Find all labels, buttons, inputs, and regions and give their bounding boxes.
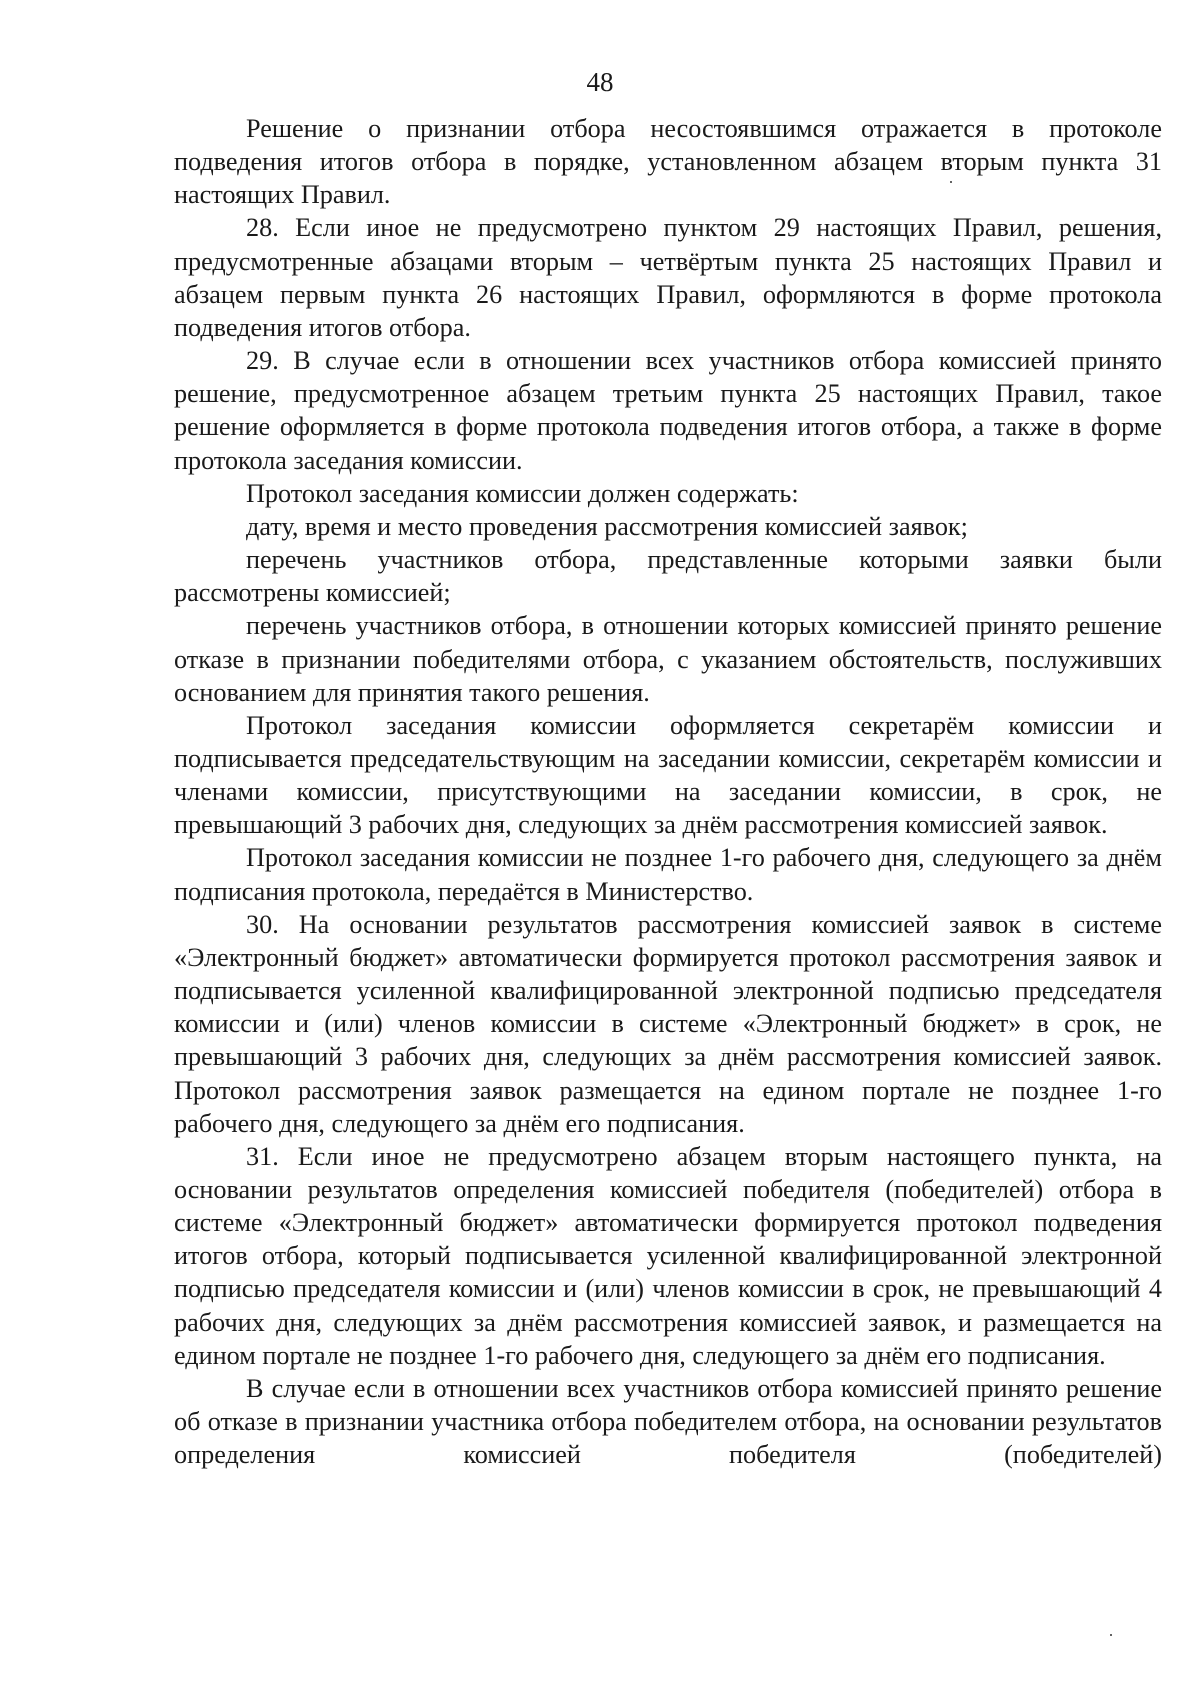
paragraph-protocol-signing: Протокол заседания комиссии оформляется секретарём комиссии и подписывается председательствующим на заседании комиссии, секретарём комиссии и членами комиссии, присутствующими на заседании комиссии, в срок, не превышающий 3 рабочих дня, следующих за днём рассмотрения комиссией заявок. [174,710,1162,840]
paragraph-protocol-transfer: Протокол заседания комиссии не позднее 1-го рабочего дня, следующего за днём подписания протокола, передаётся в Министерство. [174,843,1162,906]
paragraph-decision-failed: Решение о признании отбора несостоявшимся отражается в протоколе подведения итогов отбора в порядке, установленном абзацем вторым пункта 31 настоящих Правил. [174,114,1162,210]
paragraph-participants-list: перечень участников отбора, представленные которыми заявки были рассмотрены комиссией; [174,545,1162,608]
document-body [174,112,1162,1471]
paragraph-all-rejected: В случае если в отношении всех участников отбора комиссией принято решение об отказе в признании участника отбора победителем отбора, на основании результатов определения комиссией победителя (победителей) [174,1373,1162,1470]
paragraph-date-time-place: дату, время и место проведения рассмотрения комиссией заявок; [246,511,968,541]
paragraph-item-29: 29. В случае если в отношении всех участников отбора комиссией принято решение, предусмотренное абзацем третьим пункта 25 настоящих Правил, такое решение оформляется в форме протокола подведения итогов отбора, а также в форме протокола заседания комиссии. [174,346,1162,475]
page-number: 48 [586,67,614,97]
paragraph-item-30: 30. На основании результатов рассмотрения комиссией заявок в системе «Электронный бюджет» автоматически формируется протокол рассмотрения заявок и подписывается усиленной квалифицированной электронной подписью председателя комиссии и (или) членов комиссии в системе «Электронный бюджет» в срок, не превышающий 3 рабочих дня, следующих за днём рассмотрения комиссией заявок. Протокол рассмотрения заявок размещается на едином портале не позднее 1-го рабочего дня, следующего за днём его подписания. [174,909,1162,1138]
paragraph-protocol-contents: Протокол заседания комиссии должен содержать: [246,478,799,508]
paragraph-item-28: 28. Если иное не предусмотрено пунктом 29 настоящих Правил, решения, предусмотренные абзацами вторым – четвёртым пункта 25 настоящих Правил и абзацем первым пункта 26 настоящих Правил, оформляются в форме протокола подведения итогов отбора. [174,213,1162,342]
paragraph-rejected-participants: перечень участников отбора, в отношении которых комиссией принято решение отказе в признании победителями отбора, с указанием обстоятельств, послуживших основанием для принятия такого решения. [174,611,1162,707]
scan-speck [1110,1634,1112,1636]
scan-speck [950,181,952,183]
paragraph-item-31: 31. Если иное не предусмотрено абзацем вторым настоящего пункта, на основании результатов определения комиссией победителя (победителей) отбора в системе «Электронный бюджет» автоматически формируется протокол подведения итогов отбора, который подписывается усиленной квалифицированной электронной подписью председателя комиссии и (или) членов комиссии в срок, не превышающий 4 рабочих дня, следующих за днём рассмотрения комиссией заявок, и размещается на едином портале не позднее 1-го рабочего дня, следующего за днём его подписания. [174,1141,1162,1370]
